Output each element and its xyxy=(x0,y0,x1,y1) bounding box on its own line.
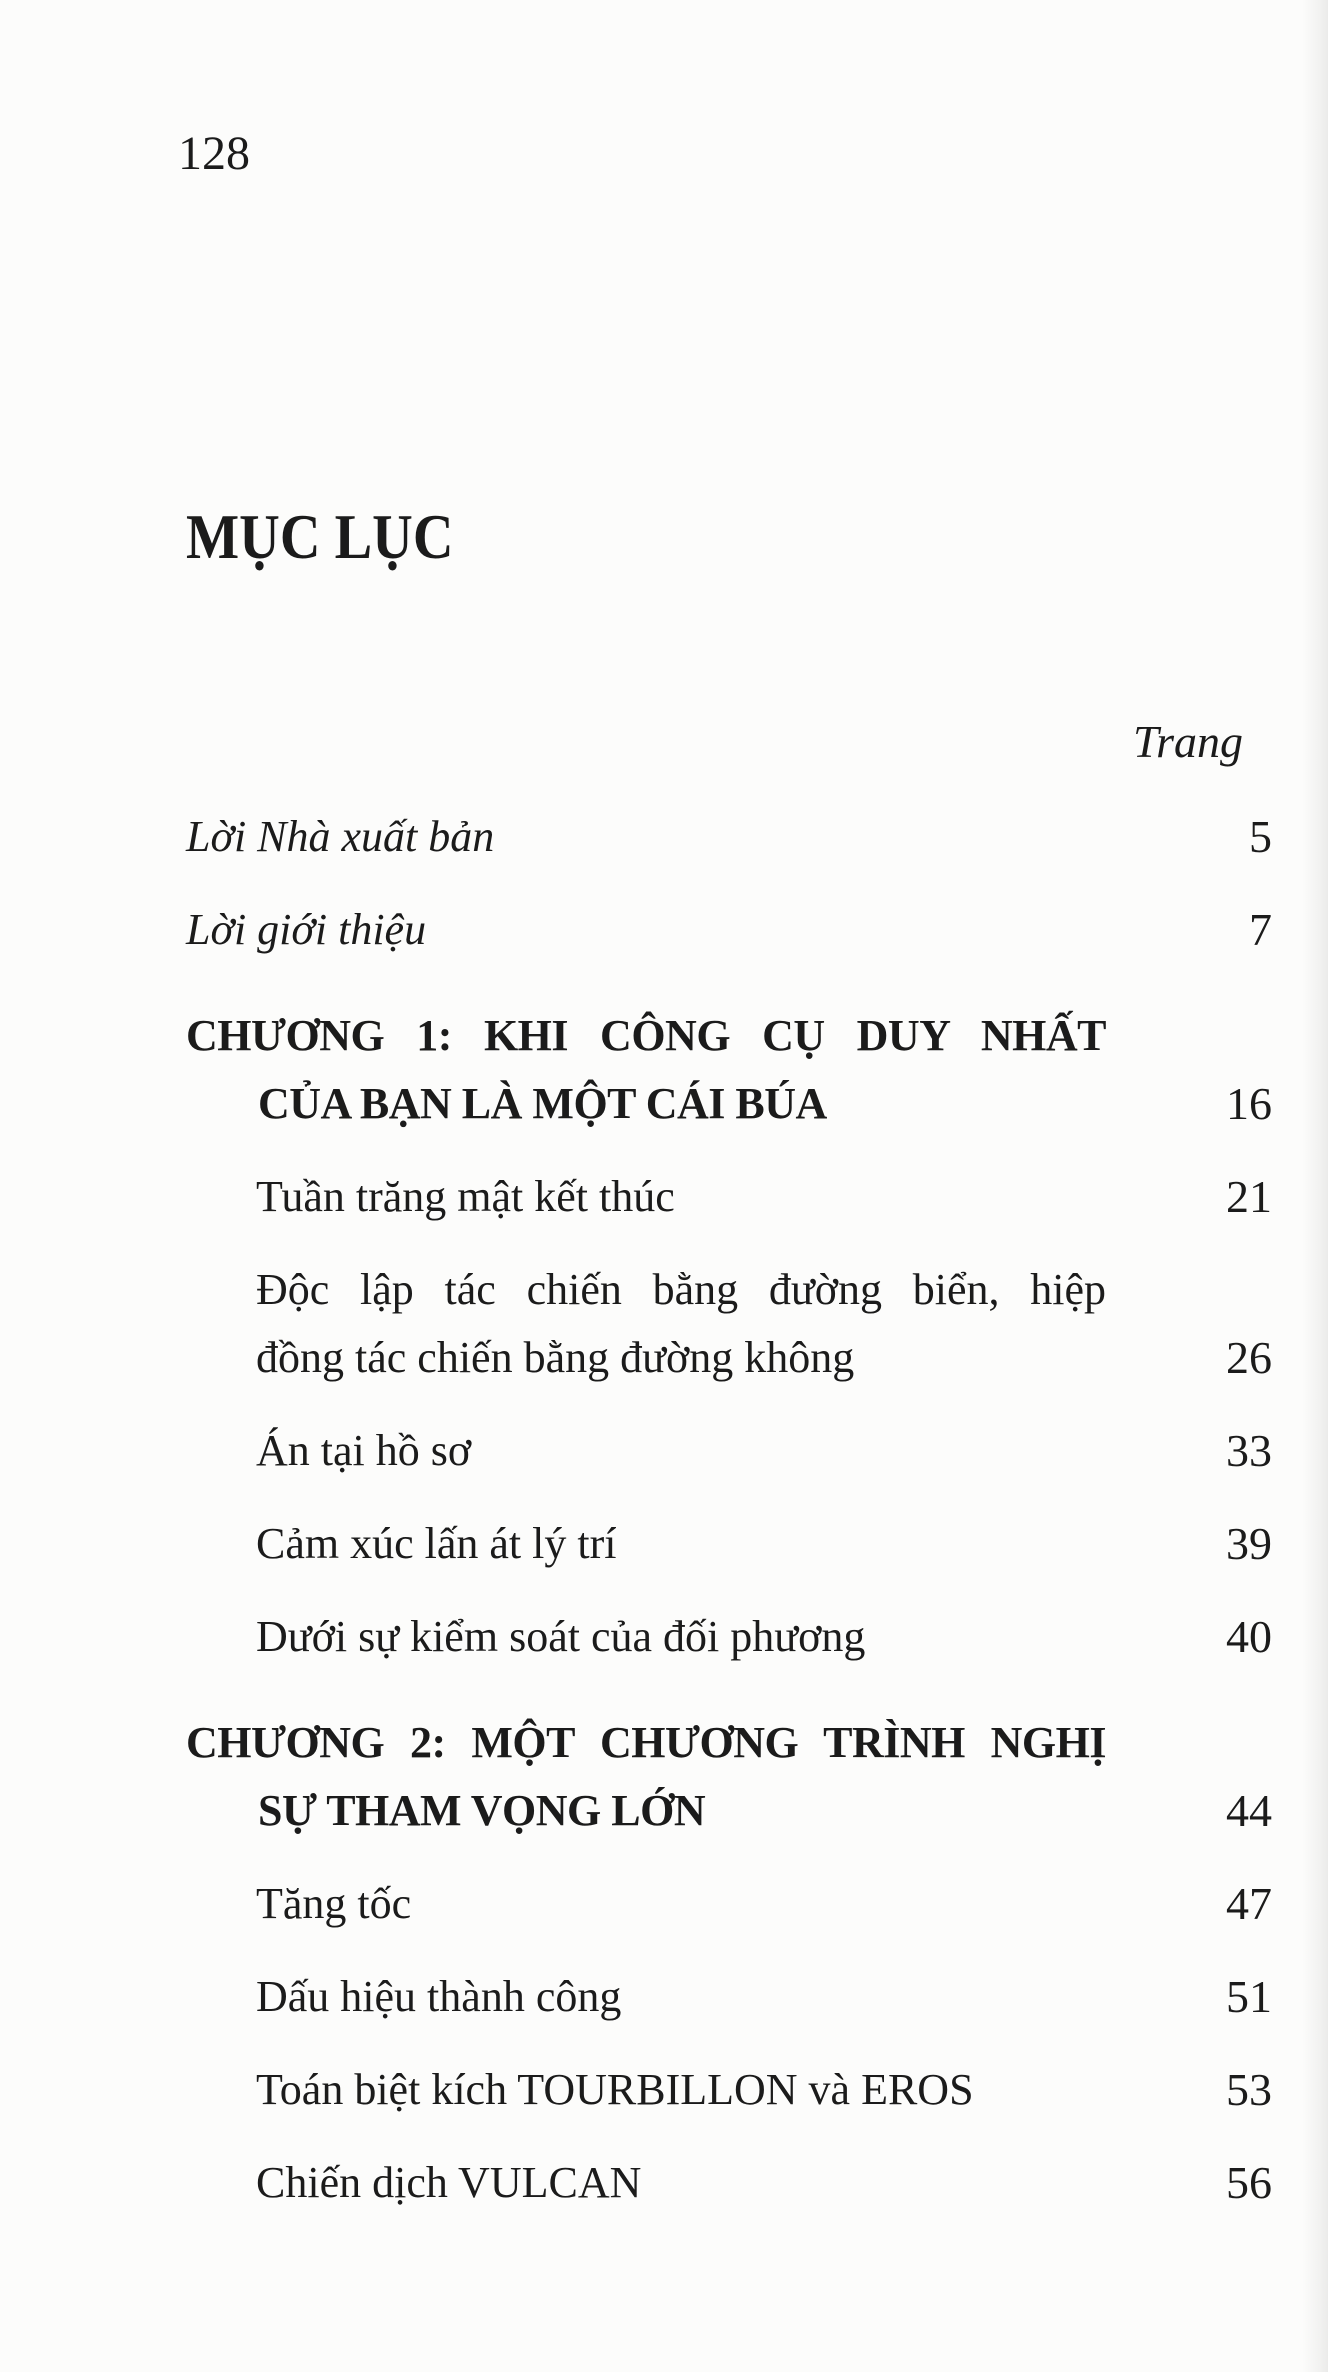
toc-entry-text xyxy=(256,1417,1106,1485)
toc-entry xyxy=(186,803,1272,871)
toc-entry xyxy=(186,896,1272,964)
toc-entry-line: CHƯƠNG 2: MỘT CHƯƠNG TRÌNH NGHỊ xyxy=(186,1718,1106,1767)
toc-entry xyxy=(186,1709,1272,1845)
toc-entry-text xyxy=(256,1603,1106,1671)
toc-entry-text xyxy=(256,2056,1106,2124)
toc-entry-line: CỦA BẠN LÀ MỘT CÁI BÚA xyxy=(258,1079,827,1128)
toc-entry xyxy=(256,1963,1272,2031)
toc-entry-line: Độc lập tác chiến bằng đường biển, hiệp xyxy=(256,1265,1106,1314)
toc-entry-text xyxy=(186,896,1106,964)
toc-entry-line: Lời giới thiệu xyxy=(186,905,427,954)
toc-page-number: 33 xyxy=(1226,1425,1272,1476)
toc-page-number: 56 xyxy=(1226,2157,1272,2208)
toc-page-number: 39 xyxy=(1226,1518,1272,1569)
toc-entry-line: Án tại hồ sơ xyxy=(256,1426,472,1475)
toc-entry xyxy=(256,1870,1272,1938)
toc-page-number: 7 xyxy=(1249,904,1272,955)
toc-entry xyxy=(256,1417,1272,1485)
toc-page-number: 47 xyxy=(1226,1878,1272,1929)
toc-entry-line: Lời Nhà xuất bản xyxy=(186,812,495,861)
toc-entry-line: Tuần trăng mật kết thúc xyxy=(256,1172,675,1221)
toc-entry-text xyxy=(256,2149,1106,2217)
toc-entry xyxy=(256,1163,1272,1231)
toc-entry-text xyxy=(186,1709,1106,1845)
toc-entry xyxy=(186,1002,1272,1138)
toc-page-number: 40 xyxy=(1226,1611,1272,1662)
toc-page-number: 21 xyxy=(1226,1171,1272,1222)
toc-entry xyxy=(256,1256,1272,1392)
toc-entry-text xyxy=(186,803,1106,871)
toc-entry-line: CHƯƠNG 1: KHI CÔNG CỤ DUY NHẤT xyxy=(186,1011,1106,1060)
toc-entry-line: Chiến dịch VULCAN xyxy=(256,2158,642,2207)
toc-page-number: 44 xyxy=(1226,1785,1272,1836)
toc-entry-line: Dưới sự kiểm soát của đối phương xyxy=(256,1612,866,1661)
toc-entry-text xyxy=(256,1870,1106,1938)
toc-page-number: 16 xyxy=(1226,1078,1272,1129)
toc-entry-line: Tăng tốc xyxy=(256,1879,412,1928)
toc-entry xyxy=(256,2056,1272,2124)
toc-entry-line: đồng tác chiến bằng đường không xyxy=(256,1333,855,1382)
toc-entry-text xyxy=(186,1002,1106,1138)
toc-page-number: 51 xyxy=(1226,1971,1272,2022)
page-number-folio: 128 xyxy=(178,127,250,180)
toc-entry-text xyxy=(256,1163,1106,1231)
toc-title: MỤC LỤC xyxy=(186,501,454,572)
toc-entry-text xyxy=(256,1256,1106,1392)
toc-entry-text xyxy=(256,1510,1106,1578)
toc-page-number: 26 xyxy=(1226,1332,1272,1383)
toc-entry-line: Dấu hiệu thành công xyxy=(256,1972,622,2021)
toc-entry xyxy=(256,1603,1272,1671)
toc-entry-line: SỰ THAM VỌNG LỚN xyxy=(258,1786,706,1835)
paper-edge-shadow xyxy=(1302,0,1328,2372)
toc-page-number: 5 xyxy=(1249,811,1272,862)
toc-entry-line: Cảm xúc lấn át lý trí xyxy=(256,1519,617,1568)
toc-list xyxy=(186,803,1272,2242)
toc-entry-line: Toán biệt kích TOURBILLON và EROS xyxy=(256,2065,974,2114)
toc-entry-text xyxy=(256,1963,1106,2031)
toc-page-number: 53 xyxy=(1226,2064,1272,2115)
page-column-header: Trang xyxy=(1133,716,1243,767)
toc-entry xyxy=(256,1510,1272,1578)
toc-entry xyxy=(256,2149,1272,2217)
